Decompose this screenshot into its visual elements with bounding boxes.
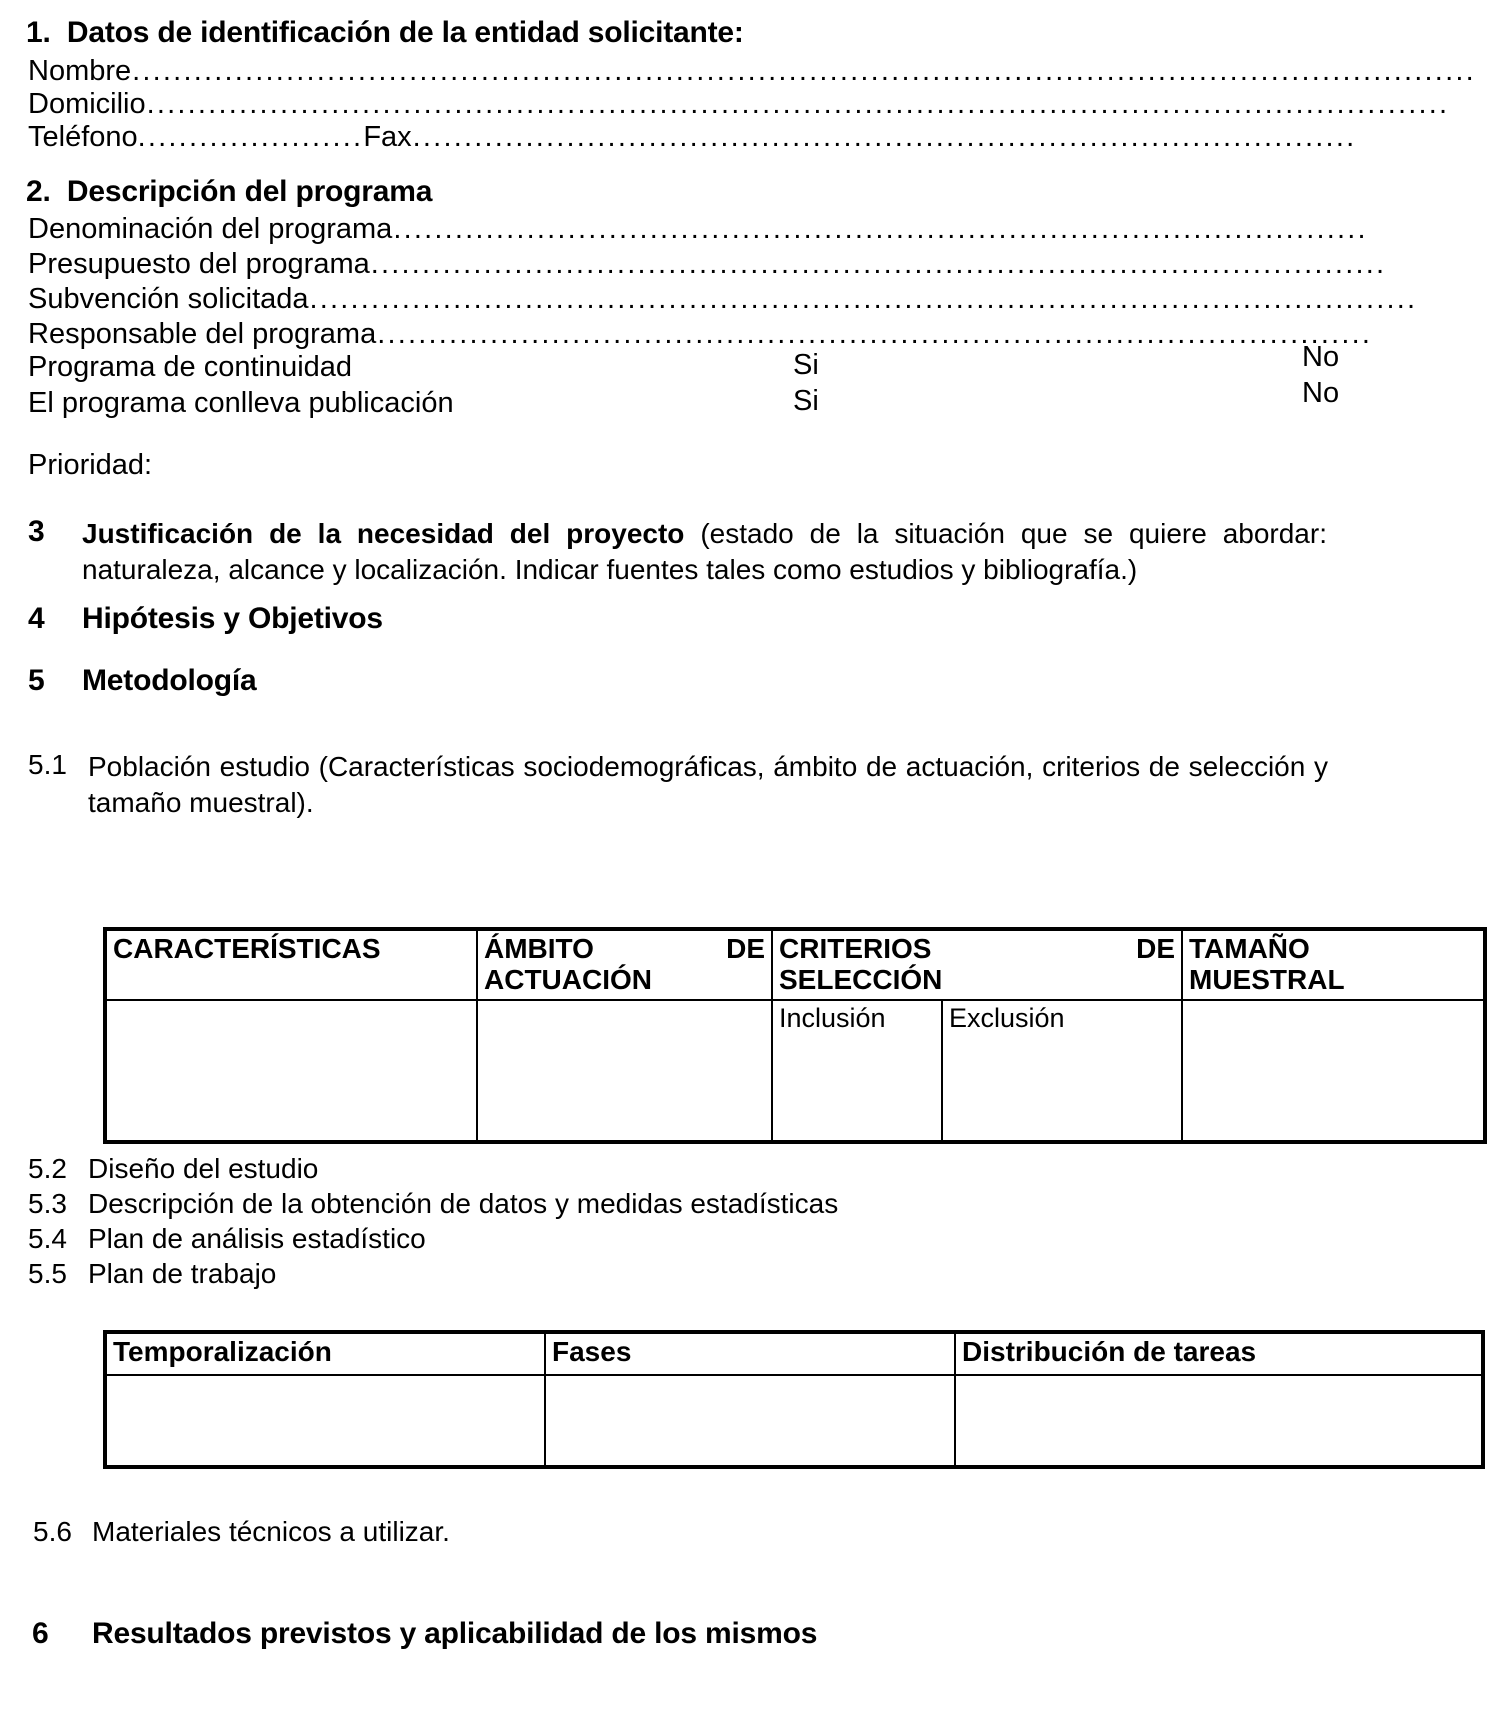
col-tamano-line2: MUESTRAL	[1189, 964, 1345, 996]
field-domicilio-dots[interactable]: ...............................................................................................................................	[146, 88, 1450, 120]
field-telefono-fax	[28, 121, 1498, 154]
cell-distribucion-input[interactable]	[955, 1375, 1483, 1467]
field-subvencion-dots[interactable]: ............................................................................................................	[309, 283, 1418, 315]
cell-inclusion[interactable]	[772, 1000, 942, 1142]
col-tamano-label: TAMAÑO	[1189, 933, 1310, 964]
section-5-2-text: Diseño del estudio	[88, 1153, 319, 1184]
section-1-number: 1.	[26, 16, 51, 49]
section-1-title: Datos de identificación de la entidad solicitante:	[66, 16, 744, 49]
cell-exclusion[interactable]	[942, 1000, 1182, 1142]
field-denominacion-dots[interactable]: ...............................................................................................	[393, 213, 1368, 245]
field-presupuesto	[28, 248, 1498, 281]
section-5-1-number: 5.1	[28, 749, 67, 780]
section-3-title-bold: Justificación de la necesidad del proyecto	[82, 518, 685, 549]
workplan-table-header-row	[105, 1332, 1483, 1375]
cell-caracteristicas-input[interactable]	[105, 1000, 477, 1142]
col-ambito-label: ÁMBITO	[484, 933, 594, 964]
section-5-number: 5	[28, 664, 45, 697]
cell-caracteristicas-header	[105, 929, 477, 1000]
field-responsable-label: Responsable del programa	[28, 318, 377, 350]
cell-fases-input[interactable]	[545, 1375, 955, 1467]
choice-continuidad-no[interactable]: No	[1302, 341, 1340, 373]
section-5-title: Metodología	[82, 664, 257, 697]
section-5-3-text: Descripción de la obtención de datos y medidas estadísticas	[88, 1188, 839, 1219]
choice-publicacion-yes[interactable]: Si	[793, 385, 819, 417]
section-6-title: Resultados previstos y aplicabilidad de los mismos	[92, 1617, 818, 1650]
section-5-6-text: Materiales técnicos a utilizar.	[92, 1516, 450, 1547]
cell-tamano-header	[1182, 929, 1485, 1000]
field-domicilio	[28, 88, 1498, 121]
subcol-inclusion-label: Inclusión	[779, 1003, 886, 1033]
section-4-title: Hipótesis y Objetivos	[82, 602, 383, 635]
col-caracteristicas-label: CARACTERÍSTICAS	[113, 933, 381, 964]
section-5-2-number: 5.2	[28, 1153, 67, 1184]
cell-tamano-input[interactable]	[1182, 1000, 1485, 1142]
section-2-number: 2.	[26, 175, 51, 208]
cell-temporalizacion-header	[105, 1332, 545, 1375]
workplan-table-body-row	[105, 1375, 1483, 1467]
col-ambito-de: DE	[726, 933, 765, 964]
cell-fases-header	[545, 1332, 955, 1375]
section-3-heading	[82, 516, 1327, 589]
section-5-6-number: 5.6	[33, 1516, 72, 1547]
cell-criterios-header	[772, 929, 1182, 1000]
section-3-title-rest: (estado de la situación que se quiere abordar: naturaleza, alcance y localización. Indicar fuentes tales como estudios y bibliografía.)	[82, 518, 1327, 586]
cell-ambito-header	[477, 929, 772, 1000]
section-5-3-number: 5.3	[28, 1188, 67, 1219]
section-2-title: Descripción del programa	[66, 175, 433, 208]
field-denominacion-label: Denominación del programa	[28, 213, 393, 245]
workplan-table-wrap	[103, 1330, 1481, 1469]
workplan-table	[103, 1330, 1485, 1469]
field-denominacion	[28, 213, 1498, 246]
field-nombre-label: Nombre	[28, 55, 132, 87]
population-table-header-row	[105, 929, 1485, 1000]
col-fases-label: Fases	[552, 1336, 632, 1367]
section-5-4-text: Plan de análisis estadístico	[88, 1223, 426, 1254]
section-1-heading	[26, 16, 744, 50]
field-responsable	[28, 318, 1498, 351]
col-distribucion-label: Distribución de tareas	[962, 1336, 1257, 1367]
choice-continuidad-label: Programa de continuidad	[28, 351, 353, 383]
choice-publicacion-no[interactable]: No	[1302, 377, 1340, 409]
section-5-4-number: 5.4	[28, 1223, 67, 1254]
population-table-wrap	[103, 927, 1483, 1144]
field-telefono-label: Teléfono	[28, 121, 138, 153]
cell-ambito-input[interactable]	[477, 1000, 772, 1142]
choice-publicacion-label: El programa conlleva publicación	[28, 387, 454, 419]
field-fax-label: Fax	[363, 121, 412, 153]
cell-distribucion-header	[955, 1332, 1483, 1375]
col-temporalizacion-label: Temporalización	[113, 1336, 332, 1367]
field-fax-dots[interactable]: ............................................................................................	[412, 121, 1357, 153]
field-responsable-dots[interactable]: .................................................................................................	[377, 318, 1373, 350]
cell-temporalizacion-input[interactable]	[105, 1375, 545, 1467]
field-subvencion-label: Subvención solicitada	[28, 283, 309, 315]
prioridad-label: Prioridad:	[28, 449, 153, 481]
section-2-heading	[26, 175, 432, 209]
field-subvencion	[28, 283, 1498, 316]
col-criterios-line2: SELECCIÓN	[779, 964, 943, 996]
col-ambito-line2: ACTUACIÓN	[484, 964, 652, 996]
population-table	[103, 927, 1487, 1144]
section-5-5-text: Plan de trabajo	[88, 1258, 277, 1289]
section-3-number: 3	[28, 515, 45, 548]
col-criterios-label: CRITERIOS	[779, 933, 932, 964]
section-4-number: 4	[28, 602, 45, 635]
population-table-body-row	[105, 1000, 1485, 1142]
field-domicilio-label: Domicilio	[28, 88, 146, 120]
subcol-exclusion-label: Exclusión	[949, 1003, 1065, 1033]
section-6-number: 6	[32, 1617, 49, 1650]
section-5-1-text: Población estudio (Características sociodemográficas, ámbito de actuación, criterios de selección y tamaño muestral).	[88, 751, 1328, 819]
field-nombre-dots[interactable]: ...................................................................................................................................	[132, 55, 1476, 87]
section-5-5-number: 5.5	[28, 1258, 67, 1289]
field-presupuesto-label: Presupuesto del programa	[28, 248, 370, 280]
field-telefono-dots[interactable]: ......................	[137, 121, 364, 153]
col-criterios-de: DE	[1136, 933, 1175, 964]
field-presupuesto-dots[interactable]: ...................................................................................................	[370, 248, 1387, 280]
field-nombre	[28, 55, 1498, 88]
choice-continuidad-yes[interactable]: Si	[793, 349, 819, 381]
